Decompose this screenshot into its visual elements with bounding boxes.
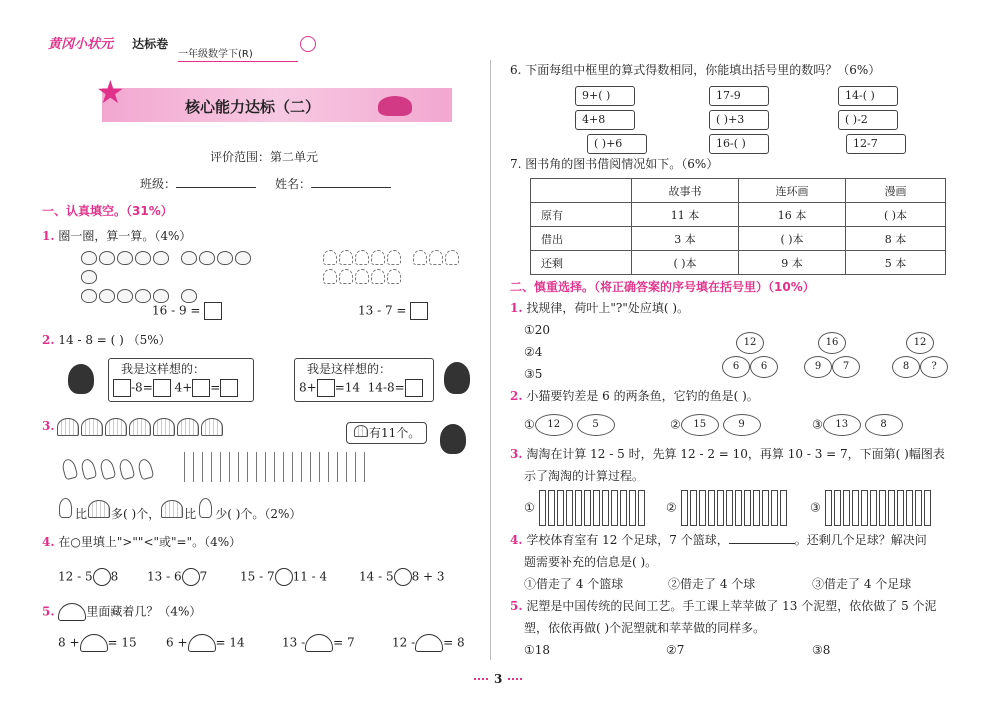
- think-box-right: 我是这样想的： 8+ =14 14-8=: [294, 358, 434, 402]
- footer-ornament-right: [508, 678, 522, 680]
- c4-option[interactable]: ③借走了 4 个足球: [812, 577, 912, 591]
- c5-option[interactable]: ①18: [524, 643, 551, 657]
- c2-option[interactable]: ② 15 9: [670, 414, 761, 436]
- series-text: 达标卷: [132, 37, 169, 51]
- choice-1: 1. 找规律，荷叶上"?"处应填( )。: [510, 301, 690, 315]
- question-2: 2. 14 - 8 = ( ) （5%）: [42, 333, 171, 347]
- choice-3: 3. 淘淘在计算 12 - 5 时，先算 12 - 2 = 10，再算 10 - 3 = 7，下面第( )幅图表: [510, 447, 945, 461]
- question-1: 1. 圈一圈，算一算。（4%）: [42, 229, 192, 243]
- c1-option[interactable]: ①20: [524, 323, 551, 337]
- page-number: 3: [494, 672, 503, 686]
- q6-group-3: 14-( ) ( )-2 12-7: [838, 86, 918, 154]
- c1-option[interactable]: ③5: [524, 367, 543, 381]
- brand-text: 黄冈小状元: [48, 37, 114, 52]
- choice-5-line2: 塑，依依再做( )个泥塑就和苹苹做的同样多。: [524, 621, 766, 635]
- c4-option[interactable]: ②借走了 4 个球: [668, 577, 756, 591]
- q6-group-1: 9+( ) 4+8 ( )+6: [565, 86, 645, 154]
- q1-equation-2: 13 - 7 =: [358, 302, 428, 320]
- q4-item: 14 - 5 8 + 3: [359, 568, 445, 586]
- conch-row: [60, 459, 155, 483]
- seaweed: [180, 452, 370, 482]
- question-7: 7. 图书角的图书借阅情况如下。（6%）: [510, 157, 719, 171]
- borrow-table: 故事书 连环画 漫画 原有 11 本 16 本 ( )本 借出 3 本 ( )本 8 本 还剩 ( )本 9 本 5 本: [530, 178, 946, 275]
- jellyfish-group: [322, 250, 462, 288]
- class-field[interactable]: 班级：: [140, 176, 256, 192]
- c2-option[interactable]: ① 12 5: [524, 414, 615, 436]
- question-3-number: 3.: [42, 419, 55, 433]
- question-6: 6. 下面每组中框里的算式得数相同，你能填出括号里的数吗？（6%）: [510, 63, 881, 77]
- choice-2: 2. 小猫要钓差是 6 的两条鱼，它钓的鱼是( )。: [510, 389, 759, 403]
- lotus-group-2: 16 9 7: [802, 330, 862, 378]
- q5-item: 8 + = 15: [58, 634, 137, 652]
- q4-item: 15 - 7 11 - 4: [240, 568, 327, 586]
- crab-icon: [378, 96, 412, 116]
- c3-option[interactable]: ③: [810, 490, 933, 526]
- starfish-icon: ★: [96, 73, 125, 111]
- lotus-group-3: 12 8 ?: [890, 330, 950, 378]
- q5-item: 12 - = 8: [392, 634, 465, 652]
- think-box-left: 我是这样想的： -8= 4+ =: [108, 358, 254, 402]
- fruit-group-1: [80, 250, 270, 307]
- lotus-group-1: 12 6 6: [720, 330, 780, 378]
- choice-3-line2: 示了淘淘的计算过程。: [524, 469, 645, 483]
- q6-group-2: 17-9 ( )+3 16-( ): [705, 86, 785, 154]
- choice-4: 4. 学校体育室有 12 个足球，7 个篮球， 。还剩几个足球？解决问: [510, 533, 927, 547]
- q5-item: 6 + = 14: [166, 634, 245, 652]
- girl-icon: [444, 362, 470, 394]
- q4-item: 13 - 6 7: [147, 568, 207, 586]
- brand-logo: [48, 33, 168, 52]
- choice-4-line2: 题需要补充的信息是( )。: [524, 555, 658, 569]
- section-1-heading: 一、认真填空。（31%）: [42, 204, 173, 218]
- q3-compare-line: 比 多( )个， 比 少( )个。（2%）: [56, 498, 301, 522]
- c2-option[interactable]: ③ 13 8: [812, 414, 903, 436]
- shell-row: [56, 418, 224, 440]
- boy-icon: [68, 364, 94, 394]
- c5-option[interactable]: ②7: [666, 643, 685, 657]
- name-field[interactable]: 姓名：: [275, 176, 391, 192]
- c5-option[interactable]: ③8: [812, 643, 831, 657]
- question-4: 4. 在○里填上">""<"或"="。（4%）: [42, 535, 242, 549]
- c4-option[interactable]: ①借走了 4 个篮球: [524, 577, 624, 591]
- page-divider: [490, 60, 491, 660]
- answer-box[interactable]: [204, 302, 222, 320]
- q4-item: 12 - 5 8: [58, 568, 118, 586]
- grade-label: 一年级数学下(R): [178, 42, 298, 62]
- girl-icon-2: [440, 424, 466, 454]
- c1-option[interactable]: ②4: [524, 345, 543, 359]
- c3-option[interactable]: ①: [524, 490, 647, 526]
- scope-text: 评价范围：第二单元: [210, 150, 319, 164]
- speech-bubble: 有11个。: [346, 422, 427, 444]
- choice-5: 5. 泥塑是中国传统的民间工艺。手工课上苹苹做了 13 个泥塑，依依做了 5 个泥: [510, 599, 937, 613]
- question-5: 5. 里面藏着几？（4%）: [42, 603, 201, 621]
- footer-ornament-left: [474, 678, 488, 680]
- q1-equation-1: 16 - 9 =: [152, 302, 222, 320]
- section-2-heading: 二、慎重选择。（将正确答案的序号填在括号里）（10%）: [510, 280, 815, 294]
- spiral-icon: [300, 36, 316, 52]
- page-title: 核心能力达标（二）: [185, 98, 321, 116]
- answer-box[interactable]: [410, 302, 428, 320]
- c3-option[interactable]: ②: [666, 490, 789, 526]
- q5-item: 13 - = 7: [282, 634, 355, 652]
